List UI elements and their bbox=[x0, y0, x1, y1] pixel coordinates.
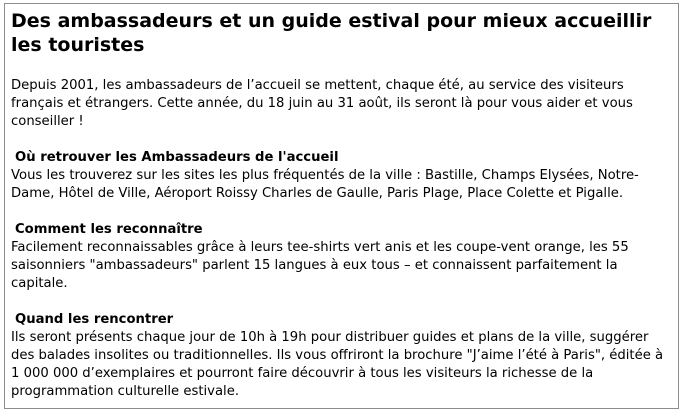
section-recognize bbox=[11, 221, 675, 293]
section-heading: Quand les rencontrer bbox=[15, 312, 174, 327]
section-heading: Comment les reconnaître bbox=[15, 222, 203, 237]
section-body: Vous les trouverez sur les sites les plus fréquentés de la ville : Bastille, Champs Elysées, Notre-Dame, Hôtel de Ville, Aéroport Roissy Charles de Gaulle, Paris Plage, Place Colette et Pigalle. bbox=[11, 168, 639, 201]
article-frame bbox=[4, 3, 679, 409]
article-intro: Depuis 2001, les ambassadeurs de l’accueil se mettent, chaque été, au service des visiteurs français et étrangers. Cette année, du 18 juin au 31 août, ils seront là pour vous aider et vous conseiller ! bbox=[11, 78, 633, 129]
article-title: Des ambassadeurs et un guide estival pour mieux accueillir les touristes bbox=[11, 10, 652, 56]
section-body: Facilement reconnaissables grâce à leurs tee-shirts vert anis et les coupe-vent orange, les 55 saisonniers "ambassadeurs" parlent 15 langues à eux tous – et connaissent parfaitement la capitale. bbox=[11, 240, 629, 291]
section-body: Ils seront présents chaque jour de 10h à 19h pour distribuer guides et plans de la ville, suggérer des balades insolites ou traditionnelles. Ils vous offriront la brochure "J’aime l’été à Paris", éditée à 1 000 000 d’exemplaires et pourront faire découvrir à tous les visiteurs la richesse de la programmation culturelle estivale. bbox=[11, 330, 664, 399]
section-where bbox=[11, 149, 675, 203]
article-content bbox=[11, 9, 675, 401]
section-heading: Où retrouver les Ambassadeurs de l'accueil bbox=[15, 150, 339, 165]
section-when bbox=[11, 311, 675, 401]
